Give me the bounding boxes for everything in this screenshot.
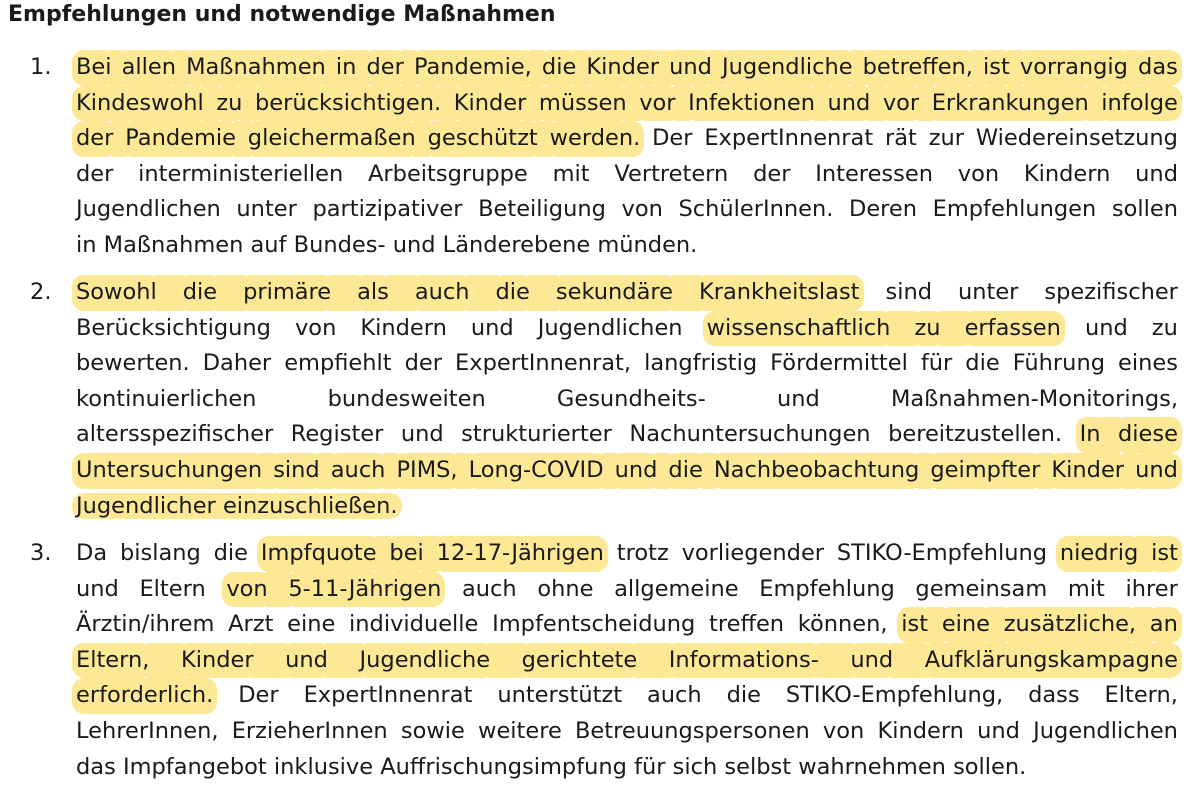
- text-run: sowie: [400, 718, 465, 744]
- text-run: Jugendlichen: [76, 196, 221, 223]
- text-run: ExpertInnenrat,: [455, 350, 632, 377]
- highlighted-text: sind: [273, 453, 320, 489]
- text-run: die: [965, 350, 1000, 377]
- highlighted-text: Krankheitslast: [699, 275, 860, 311]
- text-run: Der: [652, 125, 693, 152]
- item-number: 2.: [30, 279, 52, 305]
- highlighted-text: Jugendlicher einzuschließen.: [76, 492, 398, 519]
- highlight-gap: [888, 311, 916, 347]
- text-run: Eltern: [139, 575, 206, 602]
- text-run: der: [404, 350, 443, 377]
- highlighted-text: zu: [216, 86, 242, 122]
- text-run: gemeinsam: [915, 575, 1048, 602]
- text-run: Jugendlichen: [1033, 718, 1178, 744]
- text-run: Kindern: [877, 718, 964, 744]
- text-line: [76, 346, 1178, 382]
- text-run: Impfentscheidung: [492, 611, 696, 638]
- highlighted-text: vor: [639, 86, 675, 122]
- text-run: und: [977, 718, 1020, 744]
- text-run: Beteiligung: [478, 196, 606, 223]
- highlighted-text: und: [669, 50, 712, 86]
- text-run: Ärztin/ihrem: [76, 611, 215, 638]
- text-run: und: [1135, 160, 1178, 187]
- highlighted-text: von: [226, 572, 267, 608]
- text-run: auch: [461, 575, 517, 602]
- text-run: rät: [885, 125, 917, 152]
- text-run: LehrerInnen,: [76, 718, 219, 744]
- text-run: Gesundheits-: [556, 385, 706, 412]
- highlighted-text: Maßnahmen: [186, 50, 326, 86]
- text-run: ExpertInnenrat: [704, 125, 874, 152]
- highlighted-text: erfassen: [965, 311, 1061, 347]
- text-line: [76, 157, 1178, 193]
- highlight-gap: [329, 275, 359, 311]
- text-run: strukturierter: [461, 421, 612, 448]
- text-run: eines: [1118, 350, 1178, 377]
- highlighted-text: zusätzliche,: [1004, 607, 1136, 643]
- text-run: und: [776, 385, 820, 412]
- text-run: STIKO-Empfehlung,: [785, 682, 1004, 709]
- text-run: Berücksichtigung: [76, 314, 271, 341]
- text-run: unter: [957, 279, 1019, 305]
- text-run: in Maßnahmen auf Bundes- und Länderebene münden.: [76, 232, 698, 258]
- text-run: Betreuungspersonen: [575, 718, 810, 744]
- highlighted-text: und: [828, 86, 871, 122]
- text-run: und: [76, 575, 119, 602]
- text-run: sind: [885, 279, 933, 305]
- text-run: SchülerInnen.: [678, 196, 834, 223]
- text-run: altersspezifischer: [76, 421, 274, 448]
- text-run: ErzieherInnen: [231, 718, 388, 744]
- highlight-gap: [468, 275, 498, 311]
- text-run: Interessen: [815, 160, 933, 187]
- highlighted-text: geimpfter: [930, 453, 1040, 489]
- text-line: [76, 382, 1178, 418]
- text-run: bewerten.: [76, 350, 190, 377]
- text-line: [76, 572, 1178, 608]
- highlighted-text: auch: [415, 275, 470, 311]
- highlighted-text: Kinder: [1051, 453, 1124, 489]
- text-line: [76, 121, 1178, 157]
- text-run: Fördermittel: [770, 350, 908, 377]
- text-run: Jugendlichen: [537, 314, 683, 341]
- text-line: [76, 489, 1178, 525]
- highlighted-text: Infektionen: [688, 86, 815, 122]
- text-run: trotz: [616, 540, 669, 566]
- highlighted-text: Erkrankungen: [932, 86, 1089, 122]
- text-run: mit: [552, 160, 590, 187]
- text-run: unter: [236, 196, 297, 223]
- highlighted-text: betreffen,: [863, 50, 973, 86]
- highlighted-text: Jugendliche: [722, 50, 853, 86]
- highlighted-text: Bei: [76, 50, 112, 86]
- text-line: [76, 453, 1178, 489]
- highlight-gap: [891, 643, 927, 679]
- text-run: und: [400, 421, 444, 448]
- text-run: eine: [287, 611, 336, 638]
- text-run: ohne: [537, 575, 594, 602]
- text-run: Nachuntersuchungen: [629, 421, 871, 448]
- highlighted-text: müssen: [539, 86, 627, 122]
- text-run: Der: [238, 682, 279, 709]
- item-number: 1.: [30, 54, 52, 80]
- highlight-gap: [387, 275, 417, 311]
- highlight-gap: [215, 275, 245, 311]
- text-run: interministeriellen: [138, 160, 344, 187]
- text-run: Arbeitsgruppe: [368, 160, 528, 187]
- highlighted-text: Impfquote: [261, 536, 377, 572]
- text-line: [76, 643, 1178, 679]
- highlighted-text: Kinder: [181, 643, 254, 679]
- text-run: Führung: [1012, 350, 1105, 377]
- highlighted-text: erforderlich.: [76, 678, 213, 714]
- highlight-gap: [488, 643, 524, 679]
- highlighted-text: Jugendliche: [360, 643, 491, 679]
- text-run: zur: [928, 125, 965, 152]
- text-run: der: [76, 160, 114, 187]
- highlighted-text: und: [285, 643, 328, 679]
- highlighted-text: bei: [389, 536, 423, 572]
- highlighted-text: Kinder: [454, 86, 527, 122]
- highlighted-text: allen: [122, 50, 176, 86]
- highlighted-text: Sowohl: [76, 275, 157, 311]
- text-run: Eltern,: [1104, 682, 1178, 709]
- highlighted-text: niedrig: [1060, 536, 1138, 572]
- text-run: können,: [797, 611, 888, 638]
- text-run: zu: [1151, 314, 1178, 341]
- text-run: allgemeine: [614, 575, 739, 602]
- text-line: [76, 607, 1178, 643]
- text-run: von: [621, 196, 663, 223]
- text-line: [76, 678, 1178, 714]
- highlighted-text: Aufklärungskampagne: [925, 643, 1178, 679]
- text-run: Kindern: [1023, 160, 1111, 187]
- text-run: STIKO-Empfehlung: [836, 540, 1048, 566]
- text-run: unterstützt: [497, 682, 623, 709]
- item-number: 3.: [30, 540, 52, 566]
- highlighted-text: und: [1135, 453, 1178, 489]
- text-line: [76, 228, 1178, 264]
- highlighted-text: das: [1138, 50, 1178, 86]
- highlighted-text: an: [1150, 607, 1178, 643]
- highlight-gap: [817, 643, 853, 679]
- text-run: bereitzustellen.: [888, 421, 1063, 448]
- text-run: Deren: [849, 196, 918, 223]
- highlight-gap: [266, 572, 291, 608]
- highlighted-text: vorrangig: [1020, 50, 1128, 86]
- highlighted-text: vor: [883, 86, 919, 122]
- text-run: Daher: [202, 350, 272, 377]
- text-run: Arzt: [228, 611, 274, 638]
- text-line: [76, 417, 1178, 453]
- text-run: von: [294, 314, 337, 341]
- text-run: treffen: [709, 611, 785, 638]
- highlight-gap: [635, 643, 671, 679]
- highlighted-text: Informations-: [669, 643, 819, 679]
- text-run: der: [753, 160, 791, 187]
- text-run: ExpertInnenrat: [303, 682, 473, 709]
- text-run: und: [1084, 314, 1128, 341]
- text-run: Kindern: [360, 314, 447, 341]
- text-run: ihrer: [1125, 575, 1178, 602]
- highlight-gap: [528, 275, 558, 311]
- text-line: [76, 192, 1178, 228]
- text-run: Da: [76, 540, 108, 566]
- text-run: für: [920, 350, 953, 377]
- highlighted-text: zu: [914, 311, 940, 347]
- highlighted-text: In: [1080, 417, 1101, 453]
- highlighted-text: die: [668, 453, 702, 489]
- highlight-gap: [1099, 417, 1121, 453]
- highlighted-text: Long-COVID: [469, 453, 604, 489]
- highlighted-text: Eltern,: [76, 643, 149, 679]
- highlighted-text: Untersuchungen: [76, 453, 262, 489]
- highlight-gap: [326, 643, 362, 679]
- text-run: mit: [1067, 575, 1105, 602]
- text-run: Maßnahmen-Monitorings,: [890, 385, 1178, 412]
- highlighted-text: Pandemie: [125, 121, 236, 157]
- text-run: spezifischer: [1044, 279, 1178, 305]
- text-run: Empfehlungen: [932, 196, 1097, 223]
- text-run: bislang: [119, 540, 201, 566]
- text-run: individuelle: [349, 611, 479, 638]
- text-run: sollen: [1111, 196, 1178, 223]
- highlighted-text: werden.: [550, 121, 641, 157]
- highlighted-text: ist: [1151, 536, 1178, 572]
- text-run: vorliegender: [681, 540, 825, 566]
- highlighted-text: Pandemie,: [414, 50, 532, 86]
- highlighted-text: sekundäre: [556, 275, 673, 311]
- text-run: Vertretern: [614, 160, 729, 187]
- highlighted-text: in: [336, 50, 357, 86]
- highlighted-text: die: [183, 275, 217, 311]
- highlighted-text: 12-17-Jährigen: [437, 536, 604, 572]
- highlighted-text: die: [542, 50, 576, 86]
- text-run: das Impfangebot inklusive Auffrischungsimpfung für sich selbst wahrnehmen sollen.: [76, 753, 1027, 780]
- highlighted-text: gleichermaßen: [248, 121, 416, 157]
- text-run: von: [822, 718, 865, 744]
- highlighted-text: eine: [942, 607, 990, 643]
- text-run: dass: [1028, 682, 1080, 709]
- text-line: [76, 714, 1178, 750]
- highlighted-text: der: [76, 121, 113, 157]
- highlighted-text: ist: [901, 607, 928, 643]
- text-run: die: [726, 682, 761, 709]
- text-run: empfiehlt: [284, 350, 392, 377]
- text-run: auch: [646, 682, 702, 709]
- highlighted-text: und: [850, 643, 893, 679]
- text-run: von: [957, 160, 1000, 187]
- highlighted-text: gerichtete: [522, 643, 638, 679]
- highlight-gap: [939, 311, 967, 347]
- highlighted-text: ist: [983, 50, 1010, 86]
- highlight-gap: [147, 643, 183, 679]
- highlighted-text: als: [357, 275, 389, 311]
- text-run: Register: [290, 421, 384, 448]
- highlighted-text: wissenschaftlich: [707, 311, 891, 347]
- text-run: langfristig: [644, 350, 758, 377]
- text-line: [76, 536, 1178, 572]
- highlighted-text: diese: [1118, 417, 1178, 453]
- highlighted-text: Kindeswohl: [76, 86, 204, 122]
- highlight-gap: [671, 275, 701, 311]
- text-line: [76, 311, 1178, 347]
- text-line: [76, 750, 1178, 786]
- highlighted-text: PIMS,: [396, 453, 457, 489]
- text-run: und: [470, 314, 514, 341]
- text-line: [76, 86, 1178, 122]
- text-line: [76, 50, 1178, 86]
- highlighted-text: Nachbeobachtung: [714, 453, 919, 489]
- text-run: Wiedereinsetzung: [975, 125, 1178, 152]
- highlighted-text: berücksichtigen.: [255, 86, 441, 122]
- highlighted-text: geschützt: [428, 121, 538, 157]
- highlighted-text: auch: [331, 453, 386, 489]
- highlighted-text: die: [496, 275, 530, 311]
- text-run: bundesweiten: [327, 385, 486, 412]
- text-run: kontinuierlichen: [76, 385, 257, 412]
- highlighted-text: infolge: [1101, 86, 1178, 122]
- highlighted-text: Kinder: [586, 50, 659, 86]
- text-run: partizipativer: [312, 196, 463, 223]
- text-run: Empfehlung: [759, 575, 895, 602]
- text-run: weitere: [478, 718, 562, 744]
- highlighted-text: primäre: [243, 275, 331, 311]
- text-line: [76, 275, 1178, 311]
- highlighted-text: der: [366, 50, 403, 86]
- highlighted-text: 5-11-Jährigen: [288, 572, 441, 608]
- text-run: die: [213, 540, 249, 566]
- highlight-gap: [252, 643, 288, 679]
- highlight-gap: [155, 275, 185, 311]
- section-heading: Empfehlungen und notwendige Maßnahmen: [8, 2, 556, 27]
- highlighted-text: und: [615, 453, 658, 489]
